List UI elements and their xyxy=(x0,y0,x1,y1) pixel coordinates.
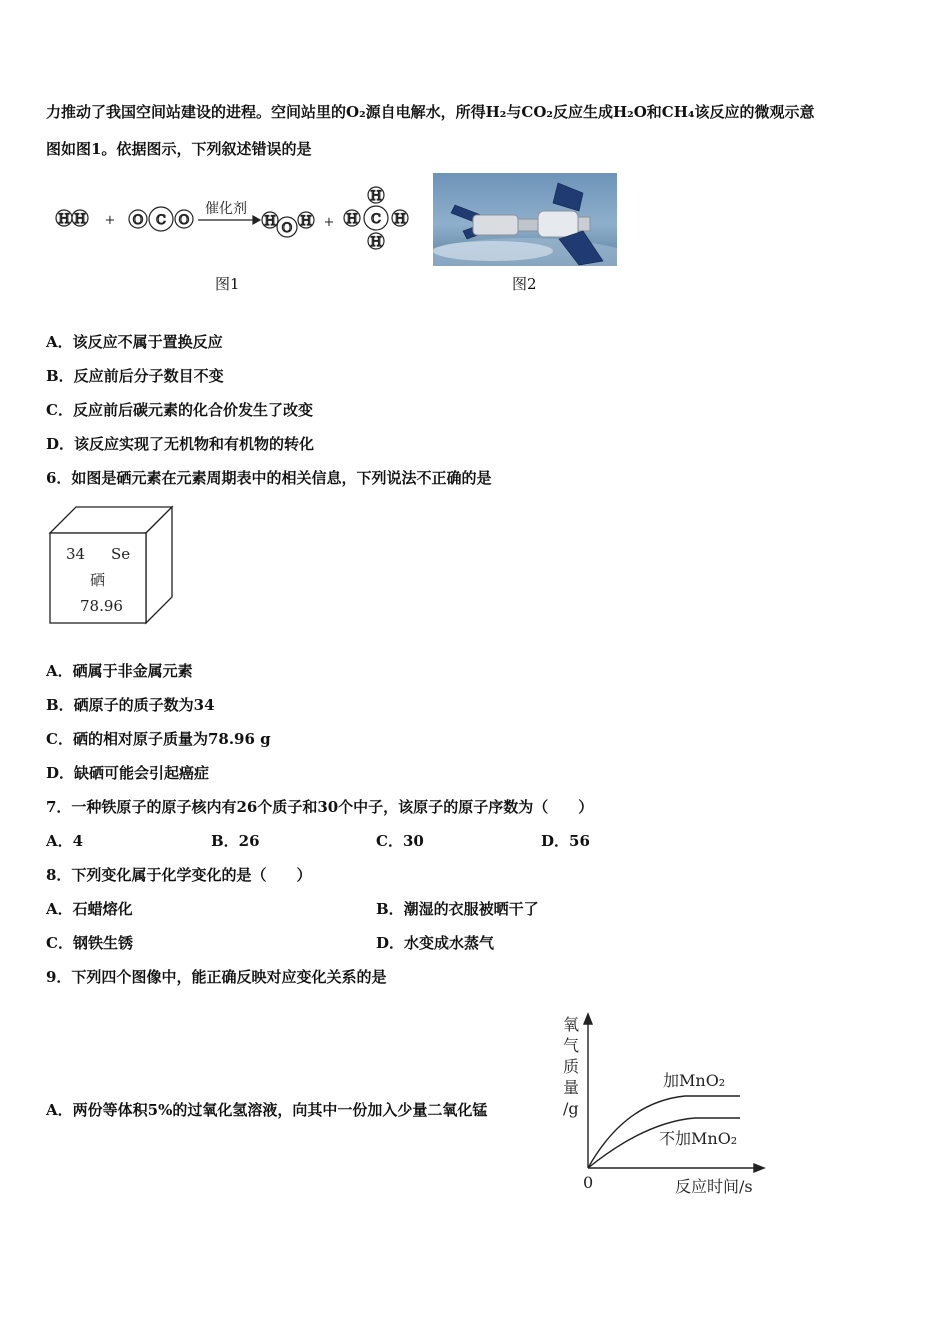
y-label-char: /g xyxy=(563,1099,579,1118)
plus-sign: + xyxy=(323,215,335,230)
space-station-image xyxy=(433,173,617,266)
element-card-selenium xyxy=(48,505,178,627)
q5-option-c: C．反应前后碳元素的化合价发生了改变 xyxy=(46,401,313,419)
figure1-caption: 图1 xyxy=(215,275,240,293)
q6-option-c: C．硒的相对原子质量为78.96 g xyxy=(46,730,271,748)
y-label-char: 量 xyxy=(563,1078,580,1097)
origin-label: 0 xyxy=(583,1173,594,1192)
q7-option-c: C．30 xyxy=(376,832,424,850)
q6-option-a: A．硒属于非金属元素 xyxy=(46,662,193,680)
q9-stem: 9．下列四个图像中，能正确反映对应变化关系的是 xyxy=(46,968,387,986)
reaction-diagram xyxy=(50,180,420,260)
atom-o: O xyxy=(178,213,190,228)
q7-stem: 7．一种铁原子的原子核内有26个质子和30个中子，该原子的原子序数为（ ） xyxy=(46,798,594,816)
atom-h: H xyxy=(58,212,70,227)
atom-c: C xyxy=(371,212,381,227)
atom-h: H xyxy=(346,212,358,227)
q8-option-a: A．石蜡熔化 xyxy=(46,900,133,918)
atom-o: O xyxy=(132,213,144,228)
oxygen-mass-graph xyxy=(555,1010,785,1200)
q8-stem: 8．下列变化属于化学变化的是（ ） xyxy=(46,866,312,884)
q8-option-c: C．钢铁生锈 xyxy=(46,934,133,952)
plus-sign: + xyxy=(104,213,116,228)
q6-stem: 6．如图是硒元素在元素周期表中的相关信息，下列说法不正确的是 xyxy=(46,469,492,487)
q6-option-b: B．硒原子的质子数为34 xyxy=(46,696,215,714)
q5-intro-line1: 力推动了我国空间站建设的进程。空间站里的O₂源自电解水，所得H₂与CO₂反应生成H₂O和CH₄该反应的微观示意 xyxy=(46,103,815,121)
atom-h: H xyxy=(264,214,276,229)
q5-option-d: D．该反应实现了无机物和有机物的转化 xyxy=(46,435,315,453)
q8-option-d: D．水变成水蒸气 xyxy=(376,934,495,952)
x-axis-label: 反应时间/s xyxy=(675,1177,753,1196)
atom-h: H xyxy=(300,214,312,229)
atom-h: H xyxy=(74,212,86,227)
atom-c: C xyxy=(156,213,166,228)
y-label-char: 氧 xyxy=(563,1015,580,1034)
element-name: 硒 xyxy=(90,571,106,589)
figure2-caption: 图2 xyxy=(512,275,537,293)
element-symbol: Se xyxy=(111,545,131,563)
atom-h: H xyxy=(394,212,406,227)
atom-o: O xyxy=(281,221,293,236)
atom-h: H xyxy=(370,235,382,250)
q9-option-a: A．两份等体积5%的过氧化氢溶液，向其中一份加入少量二氧化锰 xyxy=(46,1101,488,1119)
q7-option-b: B．26 xyxy=(211,832,260,850)
q7-option-d: D．56 xyxy=(541,832,590,850)
q5-option-a: A．该反应不属于置换反应 xyxy=(46,333,223,351)
atom-h: H xyxy=(370,189,382,204)
q6-option-d: D．缺硒可能会引起癌症 xyxy=(46,764,210,782)
label-without-mno2: 不加MnO₂ xyxy=(659,1129,738,1148)
element-number: 34 xyxy=(66,545,86,563)
label-with-mno2: 加MnO₂ xyxy=(663,1071,726,1090)
y-label-char: 气 xyxy=(563,1036,580,1055)
q8-option-b: B．潮湿的衣服被晒干了 xyxy=(376,900,539,918)
q7-option-a: A．4 xyxy=(46,832,84,850)
y-label-char: 质 xyxy=(563,1057,580,1076)
q5-intro-line2: 图如图1。依据图示，下列叙述错误的是 xyxy=(46,140,312,158)
catalyst-label: 催化剂 xyxy=(205,201,247,217)
element-mass: 78.96 xyxy=(80,597,123,615)
q5-option-b: B．反应前后分子数目不变 xyxy=(46,367,224,385)
